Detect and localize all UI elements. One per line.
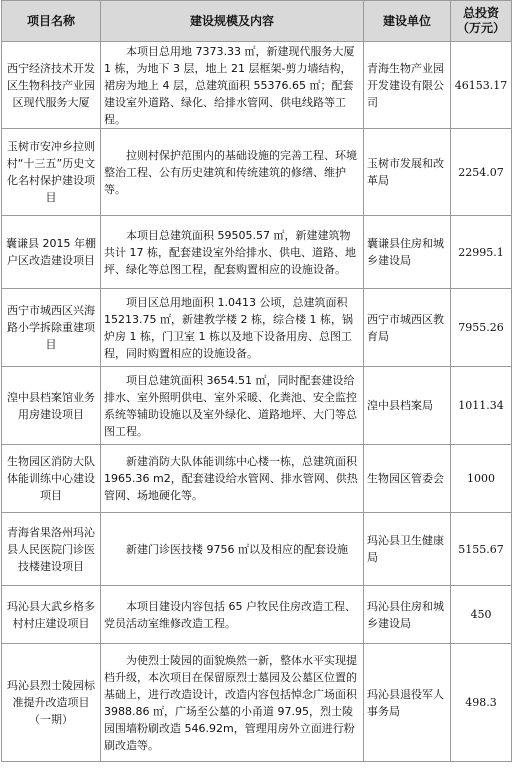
project-content: 新建消防大队体能训练中心楼一栋，总建筑面积 1965.36 m2，配套建设给水管网、排水管网、供热管网、场地硬化等。 — [101, 445, 364, 513]
total-investment: 7955.26 — [451, 289, 512, 367]
project-name: 玛沁县大武乡格多村村庄建设项目 — [2, 586, 101, 644]
project-name: 西宁经济技术开发区生物科技产业园区现代服务大厦 — [2, 42, 101, 129]
header-investment-line2: （万元） — [456, 21, 505, 35]
construction-unit: 生物园区管委会 — [364, 445, 451, 513]
project-name: 玉树市安冲乡拉则村“十三五”历史文化名村保护建设项目 — [2, 129, 101, 216]
total-investment: 5155.67 — [451, 513, 512, 586]
project-name: 囊谦县 2015 年棚户区改造建设项目 — [2, 216, 101, 289]
project-content: 为使烈士陵园的面貌焕然一新，整体水平实现提档升级，本次项目在保留原烈士墓园及公墓区位置的基础上，进行改造设计，改造内容包括悼念广场面积 3988.86 ㎡，广场至公墓的小甬道 97.95，烈士陵园围墙粉刷改造 546.92m，管理用房外立面进行粉刷改造等。 — [101, 644, 364, 762]
header-content: 建设规模及内容 — [101, 1, 364, 42]
total-investment: 1011.34 — [451, 367, 512, 445]
construction-unit: 玛沁县退役军人事务局 — [364, 644, 451, 762]
total-investment: 46153.17 — [451, 42, 512, 129]
construction-unit: 玉树市发展和改革局 — [364, 129, 451, 216]
project-content: 新建门诊医技楼 9756 ㎡以及相应的配套设施 — [101, 513, 364, 586]
project-name: 湟中县档案馆业务用房建设项目 — [2, 367, 101, 445]
project-content: 拉则村保护范围内的基础设施的完善工程、环境整治工程、公有历史建筑和传统建筑的修缮、维护等。 — [101, 129, 364, 216]
construction-unit: 玛沁县住房和城乡建设局 — [364, 586, 451, 644]
table-row — [2, 289, 512, 367]
project-name: 生物园区消防大队体能训练中心建设项目 — [2, 445, 101, 513]
header-unit: 建设单位 — [364, 1, 451, 42]
construction-unit: 玛沁县卫生健康局 — [364, 513, 451, 586]
table-row — [2, 129, 512, 216]
header-investment-line1: 总投资 — [462, 6, 499, 20]
project-content: 本项目建设内容包括 65 户牧民住房改造工程、党员活动室维修改造工程。 — [101, 586, 364, 644]
project-name: 青海省果洛州玛沁县人民医院门诊医技楼建设项目 — [2, 513, 101, 586]
construction-unit: 青海生物产业园开发建设有限公司 — [364, 42, 451, 129]
total-investment: 22995.1 — [451, 216, 512, 289]
header-investment — [451, 1, 512, 42]
table-row — [2, 445, 512, 513]
project-table — [1, 0, 512, 762]
project-name: 西宁市城西区兴海路小学拆除重建项目 — [2, 289, 101, 367]
header-name: 项目名称 — [2, 1, 101, 42]
total-investment: 450 — [451, 586, 512, 644]
total-investment: 2254.07 — [451, 129, 512, 216]
construction-unit: 西宁市城西区教育局 — [364, 289, 451, 367]
table-row — [2, 367, 512, 445]
table-row — [2, 513, 512, 586]
project-content: 本项目总建筑面积 59505.57 ㎡，新建建筑物共计 17 栋，配套建设室外给排水、供电、道路、地坪、绿化等总图工程，配套购置相应的设施设备。 — [101, 216, 364, 289]
project-name: 玛沁县烈士陵园标准提升改造项目（一期） — [2, 644, 101, 762]
project-content: 项目区总用地面积 1.0413 公顷，总建筑面积 15213.75 ㎡，新建教学楼 2 栋，综合楼 1 栋，锅炉房 1 栋，门卫室 1 栋以及地下设备用房、总图工程，同时购置相应的设施设备。 — [101, 289, 364, 367]
table-row — [2, 586, 512, 644]
table-row — [2, 42, 512, 129]
total-investment: 1000 — [451, 445, 512, 513]
table-row — [2, 644, 512, 762]
project-content: 本项目总用地 7373.33 ㎡，新建现代服务大厦 1 栋，为地下 3 层，地上 21 层框架-剪力墙结构，裙房为地上 4 层，总建筑面积 55376.65 ㎡；配套建设室外道路、绿化、给排水管网、供电线路等工程。 — [101, 42, 364, 129]
project-content: 项目总建筑面积 3654.51 ㎡，同时配套建设给排水、室外照明供电、室外采暖、化粪池、安全监控系统等辅助设施以及室外绿化、道路地坪、大门等总图工程。 — [101, 367, 364, 445]
total-investment: 498.3 — [451, 644, 512, 762]
construction-unit: 囊谦县住房和城乡建设局 — [364, 216, 451, 289]
construction-unit: 湟中县档案局 — [364, 367, 451, 445]
table-row — [2, 216, 512, 289]
header-row — [2, 1, 512, 42]
